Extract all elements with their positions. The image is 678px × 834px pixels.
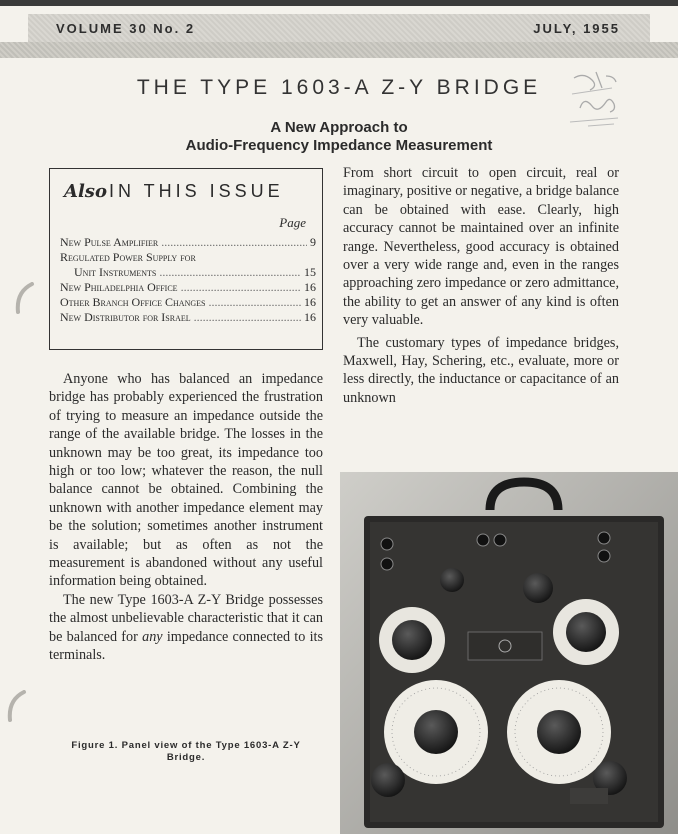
caption-line-2: Bridge. [166,752,206,763]
contents-item-page: 15 [304,265,316,279]
also-script-label: Also [64,181,107,202]
contents-item[interactable] [60,310,316,325]
volume-label: VOLUME 30 No. 2 [56,21,196,36]
contents-item-page: 9 [310,235,316,249]
body-text-span: The new Type 1603-A Z-Y Bridge possesses the almost unbelievable characteristic that it can be balanced for [49,591,323,645]
issue-date: JULY, 1955 [533,21,620,36]
header-stripe [0,42,678,58]
article-subtitle-line-1: A New Approach to [270,119,408,136]
contents-item-title: New Distributor for Israel [60,310,191,324]
body-paragraph-4: The customary types of impedance bridges, Maxwell, Hay, Schering, etc., evaluate, more or less directly, the inductance or capacitance of an unknown [343,334,619,406]
bridge-panel-photo [340,472,678,834]
contents-item-title: Other Branch Office Changes [60,295,206,309]
contents-list [60,235,316,325]
left-column-text [49,370,323,665]
bridge-instrument-image [340,472,678,834]
contents-item-title: New Pulse Amplifier [60,235,159,249]
article-subtitle-line-2: Audio-Frequency Impedance Measurement [185,137,493,154]
figure-caption [49,740,323,764]
right-column-text [343,164,619,407]
page-column-label: Page [279,215,306,230]
contents-item-page: 16 [304,280,316,294]
punch-hole-mark [6,690,28,722]
in-this-issue-box [49,168,323,350]
body-text-span: impedance connected to its terminals. [49,628,323,664]
body-paragraph-1: Anyone who has balanced an impedance bridge has probably experienced the frustration of trying to measure an impedance outside the range of the available bridge. The losses in the unknown may be too great, its impedance too high or too low; whatever the reason, the null balance cannot be obtained. Combining the unknown with another impedance element may be the solution; sometimes another instrument is available; but as often as not the measurement is abandoned without any useful information being obtained. [49,371,323,590]
contents-item[interactable] [60,250,316,265]
in-this-issue-heading [64,181,284,202]
emphasis-text: any [142,628,163,645]
contents-item-title: Unit Instruments [74,265,157,279]
contents-item[interactable] [60,265,316,280]
in-this-issue-title: IN THIS ISSUE [108,181,284,201]
article-title: THE TYPE 1603-A Z-Y BRIDGE [136,76,542,99]
body-paragraph-3: From short circuit to open circuit, real or imaginary, positive or negative, a bridge balance can be obtained with ease. Clearly, high accuracy cannot be maintained over an infinite range. Nevertheless, good accuracy is obtained over a very wide range and, even in the ranges approaching zero impedance or zero admittance, the ability to get an answer of any kind is often very valuable. [343,165,619,329]
handwritten-mark [566,64,636,134]
contents-item-title: New Philadelphia Office [60,280,178,294]
punch-hole-mark [14,282,36,314]
contents-item[interactable] [60,295,316,310]
contents-item-page: 16 [304,310,316,324]
contents-item-page: 16 [304,295,316,309]
body-paragraph-2 [49,591,323,665]
contents-item-title: Regulated Power Supply for [60,250,196,264]
contents-item[interactable] [60,235,316,250]
top-edge-bar [0,0,678,6]
contents-item[interactable] [60,280,316,295]
caption-line-1: Figure 1. Panel view of the Type 1603-A Z-Y [71,740,301,751]
